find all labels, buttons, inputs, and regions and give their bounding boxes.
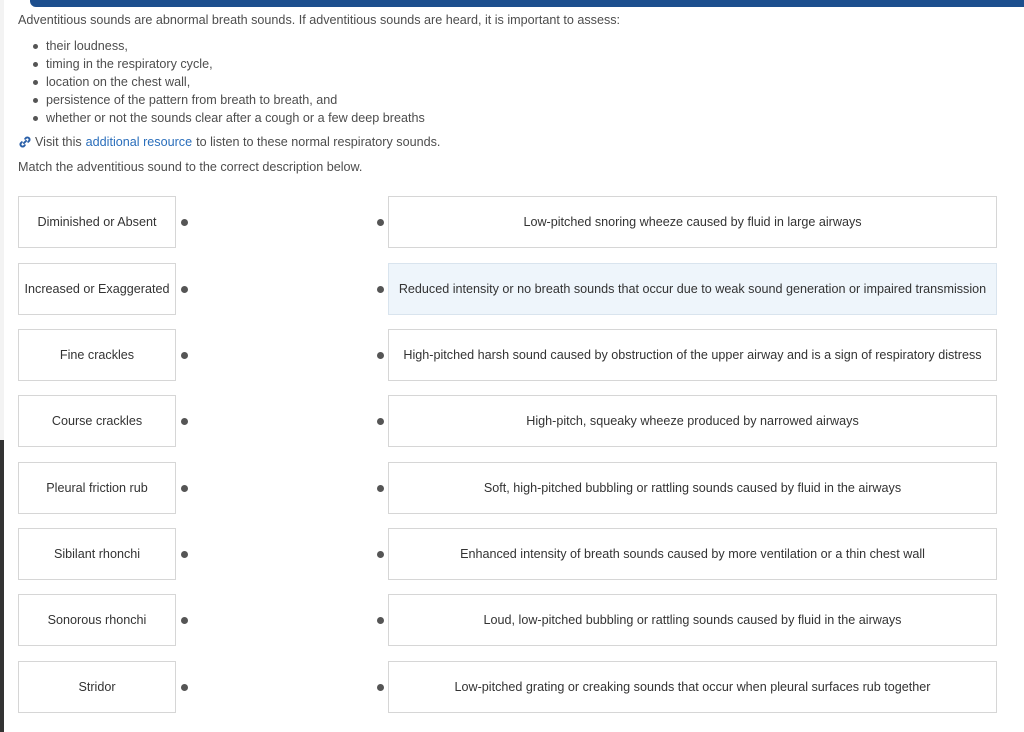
intro-text: Adventitious sounds are abnormal breath sounds. If adventitious sounds are heard, it is important to assess: (18, 13, 621, 27)
description-connector-dot[interactable] (377, 418, 384, 425)
list-item: whether or not the sounds clear after a cough or a few deep breaths (18, 109, 425, 127)
description-option[interactable]: Enhanced intensity of breath sounds caused by more ventilation or a thin chest wall (388, 528, 997, 580)
term-course-crackles[interactable]: Course crackles (18, 395, 176, 447)
assessment-list (18, 37, 425, 127)
term-connector-dot[interactable] (181, 219, 188, 226)
resource-suffix: to listen to these normal respiratory sounds. (196, 135, 441, 149)
term-sibilant-rhonchi[interactable]: Sibilant rhonchi (18, 528, 176, 580)
term-pleural-friction-rub[interactable]: Pleural friction rub (18, 462, 176, 514)
term-diminished-or-absent[interactable]: Diminished or Absent (18, 196, 176, 248)
description-option[interactable]: Soft, high-pitched bubbling or rattling sounds caused by fluid in the airways (388, 462, 997, 514)
term-stridor[interactable]: Stridor (18, 661, 176, 713)
description-connector-dot[interactable] (377, 684, 384, 691)
term-sonorous-rhonchi[interactable]: Sonorous rhonchi (18, 594, 176, 646)
term-connector-dot[interactable] (181, 352, 188, 359)
term-connector-dot[interactable] (181, 485, 188, 492)
term-fine-crackles[interactable]: Fine crackles (18, 329, 176, 381)
list-item: timing in the respiratory cycle, (18, 55, 425, 73)
instruction-text: Match the adventitious sound to the correct description below. (18, 160, 363, 174)
term-connector-dot[interactable] (181, 286, 188, 293)
description-option[interactable]: Low-pitched grating or creaking sounds that occur when pleural surfaces rub together (388, 661, 997, 713)
list-item: location on the chest wall, (18, 73, 425, 91)
window-edge-shadow (0, 440, 4, 732)
list-item: persistence of the pattern from breath to breath, and (18, 91, 425, 109)
term-connector-dot[interactable] (181, 418, 188, 425)
header-banner (0, 0, 1024, 8)
term-connector-dot[interactable] (181, 617, 188, 624)
additional-resource-link[interactable]: additional resource (85, 135, 193, 149)
link-icon (18, 135, 32, 149)
description-connector-dot[interactable] (377, 286, 384, 293)
resource-line (18, 135, 440, 149)
description-option[interactable]: Low-pitched snoring wheeze caused by fluid in large airways (388, 196, 997, 248)
description-option-highlighted[interactable]: Reduced intensity or no breath sounds that occur due to weak sound generation or impaired transmission (388, 263, 997, 315)
description-option[interactable]: High-pitch, squeaky wheeze produced by narrowed airways (388, 395, 997, 447)
resource-prefix: Visit this (35, 135, 82, 149)
description-connector-dot[interactable] (377, 617, 384, 624)
description-option[interactable]: High-pitched harsh sound caused by obstruction of the upper airway and is a sign of respiratory distress (388, 329, 997, 381)
description-connector-dot[interactable] (377, 352, 384, 359)
term-connector-dot[interactable] (181, 684, 188, 691)
description-option[interactable]: Loud, low-pitched bubbling or rattling sounds caused by fluid in the airways (388, 594, 997, 646)
term-increased-or-exaggerated[interactable]: Increased or Exaggerated (18, 263, 176, 315)
description-connector-dot[interactable] (377, 485, 384, 492)
window-left-edge (0, 0, 4, 732)
description-connector-dot[interactable] (377, 219, 384, 226)
list-item: their loudness, (18, 37, 425, 55)
description-connector-dot[interactable] (377, 551, 384, 558)
term-connector-dot[interactable] (181, 551, 188, 558)
header-bar (30, 0, 1024, 7)
